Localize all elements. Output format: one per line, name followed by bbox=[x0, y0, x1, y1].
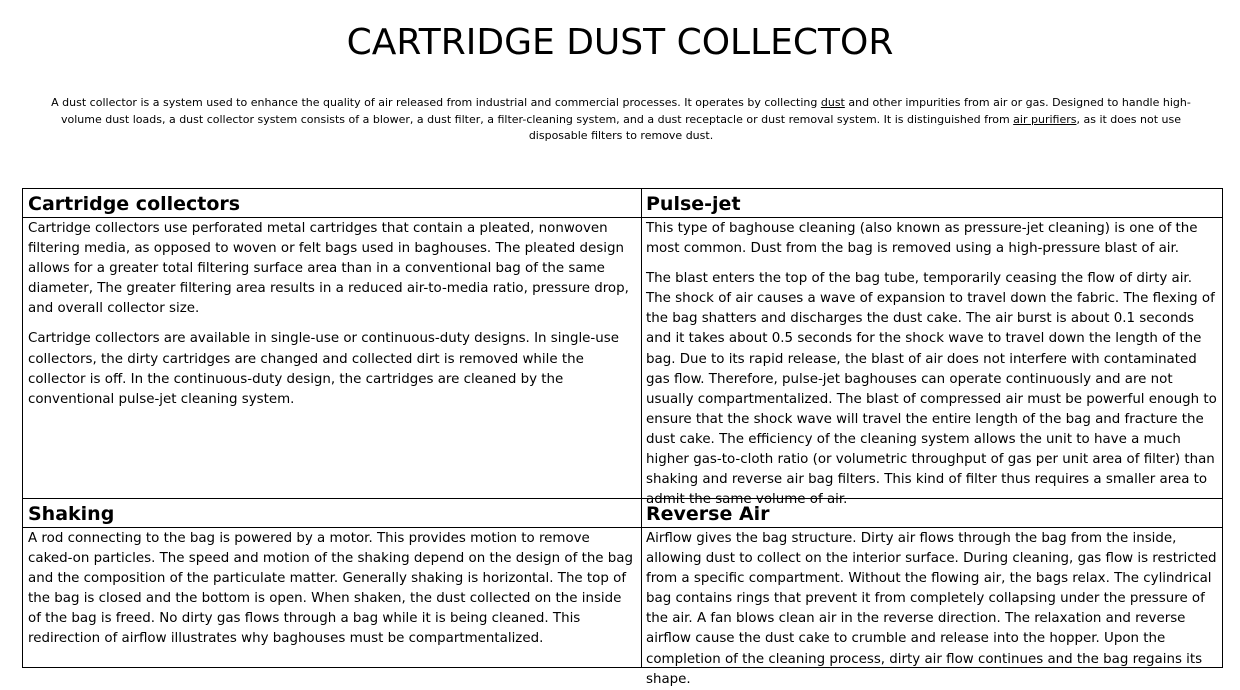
cartridge-collectors-heading: Cartridge collectors bbox=[28, 193, 241, 215]
reverse-air-paragraph-1: Airflow gives the bag structure. Dirty air flows through the bag from the inside, allowing dust to collect on the interior surface. During cleaning, gas flow is restricted from a specific compartment. Without the flowing air, the bags relax. The cylindrical bag contains rings that prevent it from completely collapsing under the pressure of the air. A fan blows clean air in the reverse direction. The relaxation and reverse airflow cause the dust cake to crumble and release into the hopper. Upon the completion of the cleaning process, dirty air flow continues and the bag regains its shape. bbox=[646, 531, 1217, 687]
intro-text-1: A dust collector is a system used to enhance the quality of air released from industrial and commercial processes. It operates by collecting bbox=[51, 96, 821, 109]
pulse-jet-paragraph-2: The blast enters the top of the bag tube, temporarily ceasing the flow of dirty air. The shock of air causes a wave of expansion to travel down the fabric. The flexing of the bag shatters and discharges the dust cake. The air burst is about 0.1 seconds and it takes about 0.5 seconds for the shock wave to travel down the length of the bag. Due to its rapid release, the blast of air does not interfere with contaminated gas flow. Therefore, pulse-jet baghouses can operate continuously and are not usually compartmentalized. The blast of compressed air must be powerful enough to ensure that the shock wave will travel the entire length of the bag and fracture the dust cake. The efficiency of the cleaning system allows the unit to have a much higher gas-to-cloth ratio (or volumetric throughput of gas per unit area of filter) than shaking and reverse air bag filters. This kind of filter thus requires a smaller area to admit the same volume of air. bbox=[646, 271, 1217, 508]
intro-text-3: , as it does not use disposable filters to remove dust. bbox=[528, 112, 1182, 142]
pulse-jet-body bbox=[646, 219, 1218, 510]
reverse-air-heading: Reverse Air bbox=[646, 503, 770, 525]
air-purifiers-link[interactable]: air purifiers bbox=[1013, 112, 1077, 126]
cartridge-paragraph-1: Cartridge collectors use perforated metal cartridges that contain a pleated, nonwoven filtering media, as opposed to woven or felt bags used in baghouses. The pleated design allows for a greater total filtering surface area than in a conventional bag of the same diameter, The greater filtering area results in a reduced air-to-media ratio, pressure drop, and overall collector size. bbox=[28, 221, 629, 317]
column-divider bbox=[641, 189, 642, 667]
intro-paragraph bbox=[42, 95, 1200, 145]
pulse-jet-heading: Pulse-jet bbox=[646, 193, 741, 215]
reverse-air-body bbox=[646, 529, 1220, 690]
cartridge-paragraph-2: Cartridge collectors are available in single-use or continuous-duty designs. In single-use collectors, the dirty cartridges are changed and collected dirt is removed while the collector is off. In the continuous-duty design, the cartridges are cleaned by the conventional pulse-jet cleaning system. bbox=[28, 331, 619, 407]
intro-text-2: and other impurities from air or gas. Designed to handle high-volume dust loads, a dust collector system consists of a blower, a dust filter, a filter-cleaning system, and a dust receptacle or dust removal system. It is distinguished from bbox=[60, 96, 1191, 126]
dust-link[interactable]: dust bbox=[820, 96, 845, 109]
page-title: CARTRIDGE DUST COLLECTOR bbox=[346, 22, 894, 63]
row-divider-top-header bbox=[23, 217, 1222, 218]
shaking-body bbox=[28, 529, 634, 650]
pulse-jet-paragraph-1: This type of baghouse cleaning (also known as pressure-jet cleaning) is one of the most common. Dust from the bag is removed using a high-pressure blast of air. bbox=[646, 221, 1198, 257]
cartridge-collectors-body bbox=[28, 219, 634, 420]
content-table bbox=[22, 188, 1223, 687]
shaking-paragraph-1: A rod connecting to the bag is powered by a motor. This provides motion to remove caked-on particles. The speed and motion of the shaking depend on the design of the bag and the composition of the particulate matter. Generally shaking is horizontal. The top of the bag is closed and the bottom is open. When shaken, the dust collected on the inside of the bag is freed. No dirty gas flows through a bag while it is being cleaned. This redirection of airflow illustrates why baghouses must be compartmentalized. bbox=[28, 531, 634, 647]
shaking-heading: Shaking bbox=[28, 503, 115, 525]
row-divider-bottom-header bbox=[23, 527, 1222, 528]
